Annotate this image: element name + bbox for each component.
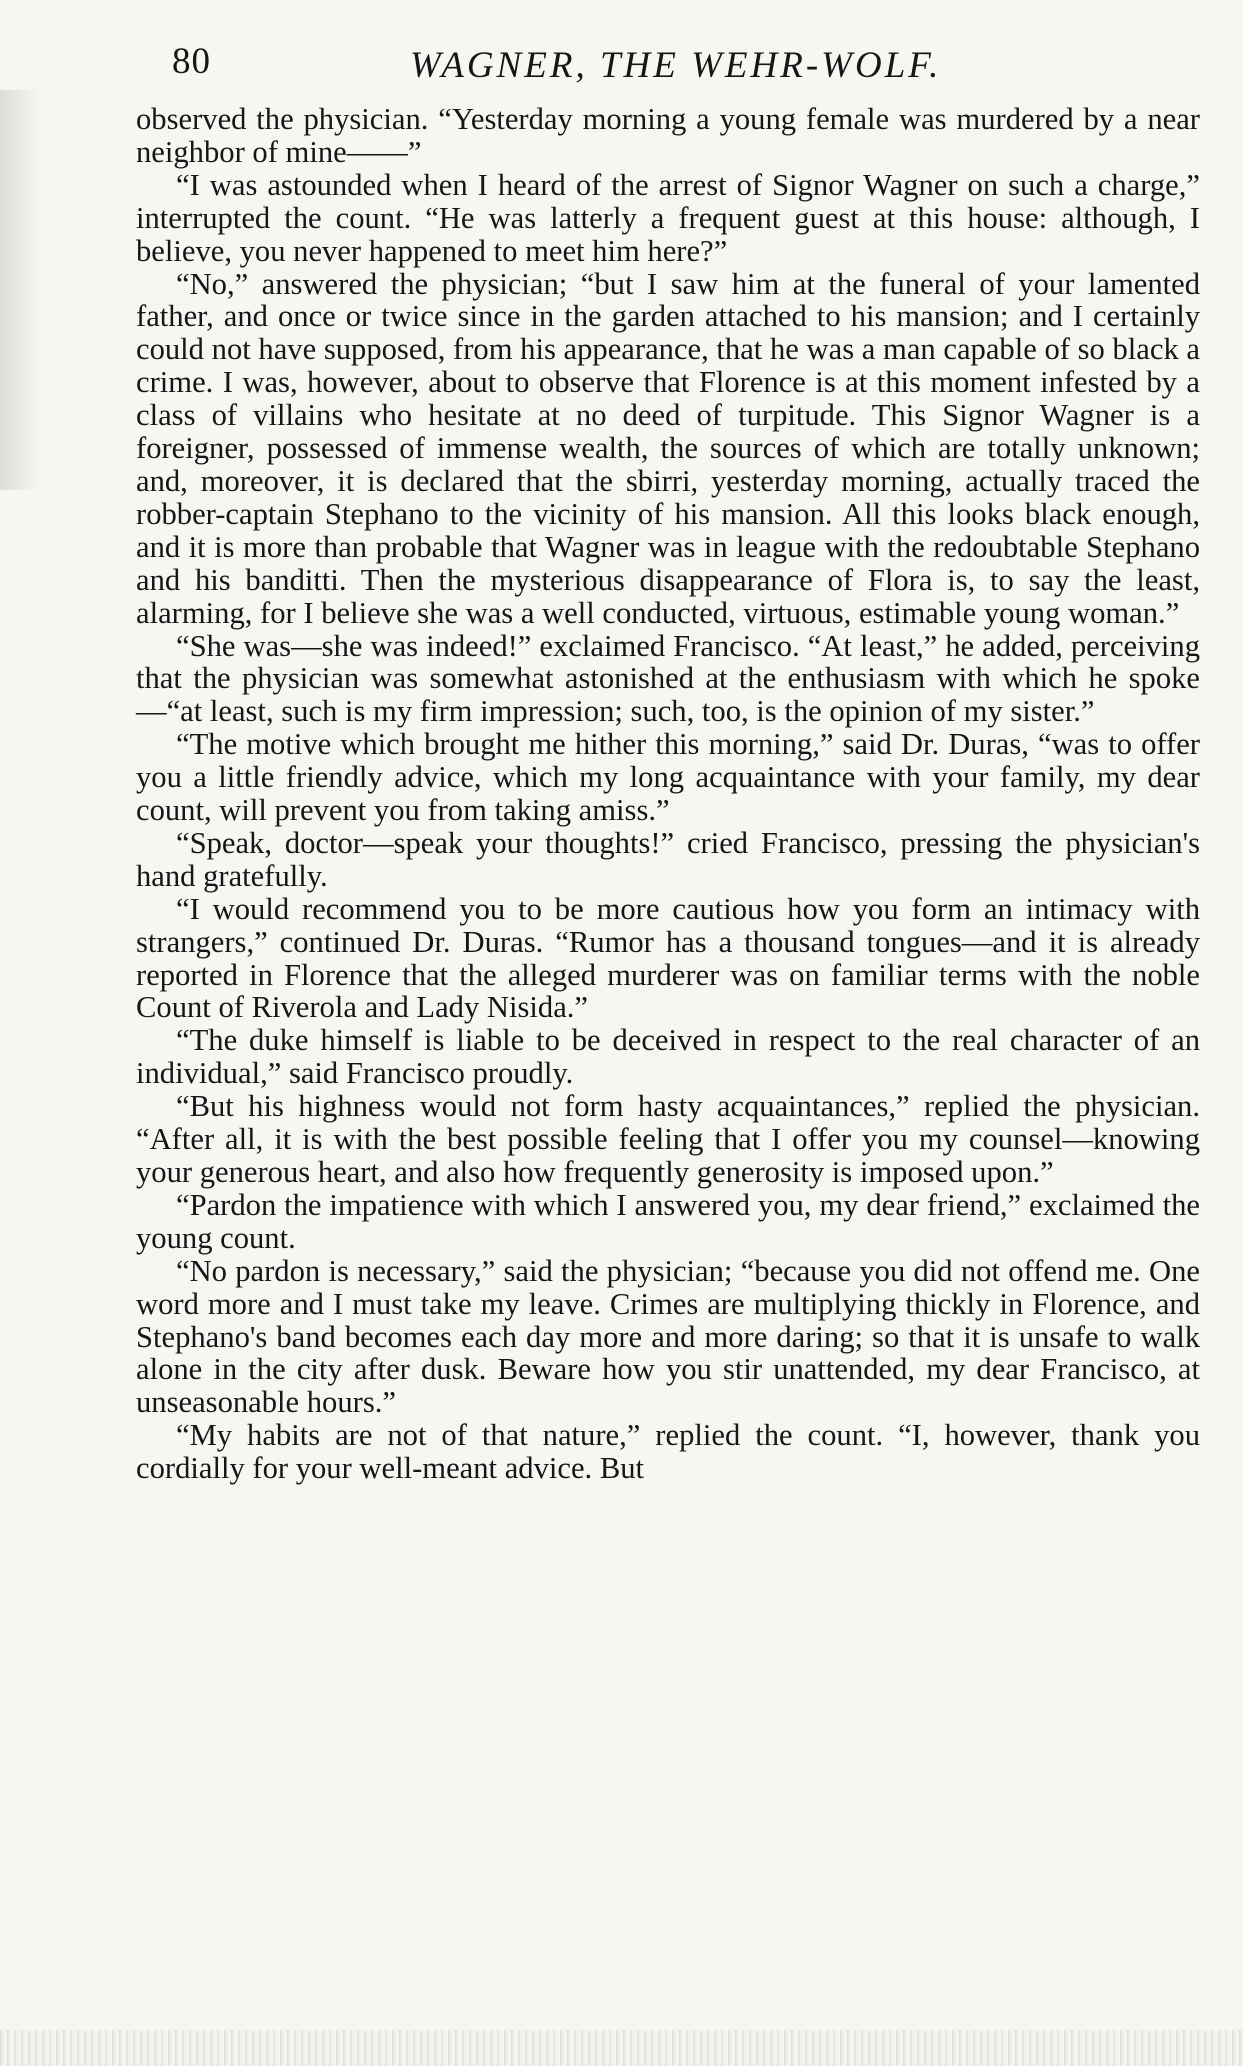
- paragraph: “Pardon the impatience with which I answered you, my dear friend,” exclaimed the young count.: [136, 1187, 1200, 1255]
- page-header: [170, 36, 1000, 96]
- paragraph: observed the physician. “Yesterday morning a young female was murdered by a near neighbor of mine——”: [136, 102, 1200, 169]
- paragraph: “But his highness would not form hasty acquaintances,” replied the physician. “After all, it is with the best possible feeling that I offer you my counsel—knowing your generous heart, and also how frequently generosity is imposed upon.”: [136, 1089, 1200, 1189]
- paragraph: “The motive which brought me hither this morning,” said Dr. Duras, “was to offer you a little friendly advice, which my long acquaintance with your family, my dear count, will prevent you from taking amiss.”: [136, 727, 1200, 828]
- paragraph: “She was—she was indeed!” exclaimed Francisco. “At least,” he added, perceiving that the physician was somewhat astonished at the enthusiasm with which he spoke—“at least, such is my firm impression; such, too, is the opinion of my sister.”: [136, 628, 1200, 729]
- scan-edge-shadow: [0, 90, 40, 490]
- scan-bottom-noise: [0, 2030, 1243, 2066]
- paragraph: “My habits are not of that nature,” replied the count. “I, however, thank you cordially for your well-meant advice. But: [136, 1418, 1200, 1486]
- paragraph: “The duke himself is liable to be deceived in respect to the real character of an individual,” said Francisco proudly.: [136, 1023, 1200, 1091]
- page-number: 80: [172, 41, 211, 82]
- paragraph: “No,” answered the physician; “but I saw him at the funeral of your lamented father, and once or twice since in the garden attached to his mansion; and I certainly could not have supposed, from his appearance, that he was a man capable of so black a crime. I was, however, about to observe that Florence is at this moment infested by a class of villains who hesitate at no deed of turpitude. This Signor Wagner is a foreigner, possessed of immense wealth, the sources of which are totally unknown; and, moreover, it is declared that the sbirri, yesterday morning, actually traced the robber-captain Stephano to the vicinity of his mansion. All this looks black enough, and it is more than probable that Wagner was in league with the redoubtable Stephano and his banditti. Then the mysterious disappearance of Flora is, to say the least, alarming, for I believe she was a well conducted, virtuous, estimable young woman.”: [136, 266, 1200, 630]
- running-title: WAGNER, THE WEHR-WOLF.: [410, 45, 942, 86]
- body-text: [136, 103, 1200, 1485]
- paragraph: “No pardon is necessary,” said the physician; “because you did not offend me. One word more and I must take my leave. Crimes are multiplying thickly in Florence, and Stephano's band becomes each day more and more daring; so that it is unsafe to walk alone in the city after dusk. Beware how you stir unattended, my dear Francisco, at unseasonable hours.”: [136, 1253, 1200, 1420]
- paragraph: “Speak, doctor—speak your thoughts!” cried Francisco, pressing the physician's hand gratefully.: [136, 825, 1200, 893]
- paragraph: “I was astounded when I heard of the arrest of Signor Wagner on such a charge,” interrupted the count. “He was latterly a frequent guest at this house: although, I believe, you never happened to meet him here?”: [136, 167, 1200, 268]
- paragraph: “I would recommend you to be more cautious how you form an intimacy with strangers,” continued Dr. Duras. “Rumor has a thousand tongues—and it is already reported in Florence that the alleged murderer was on familiar terms with the noble Count of Riverola and Lady Nisida.”: [136, 891, 1200, 1025]
